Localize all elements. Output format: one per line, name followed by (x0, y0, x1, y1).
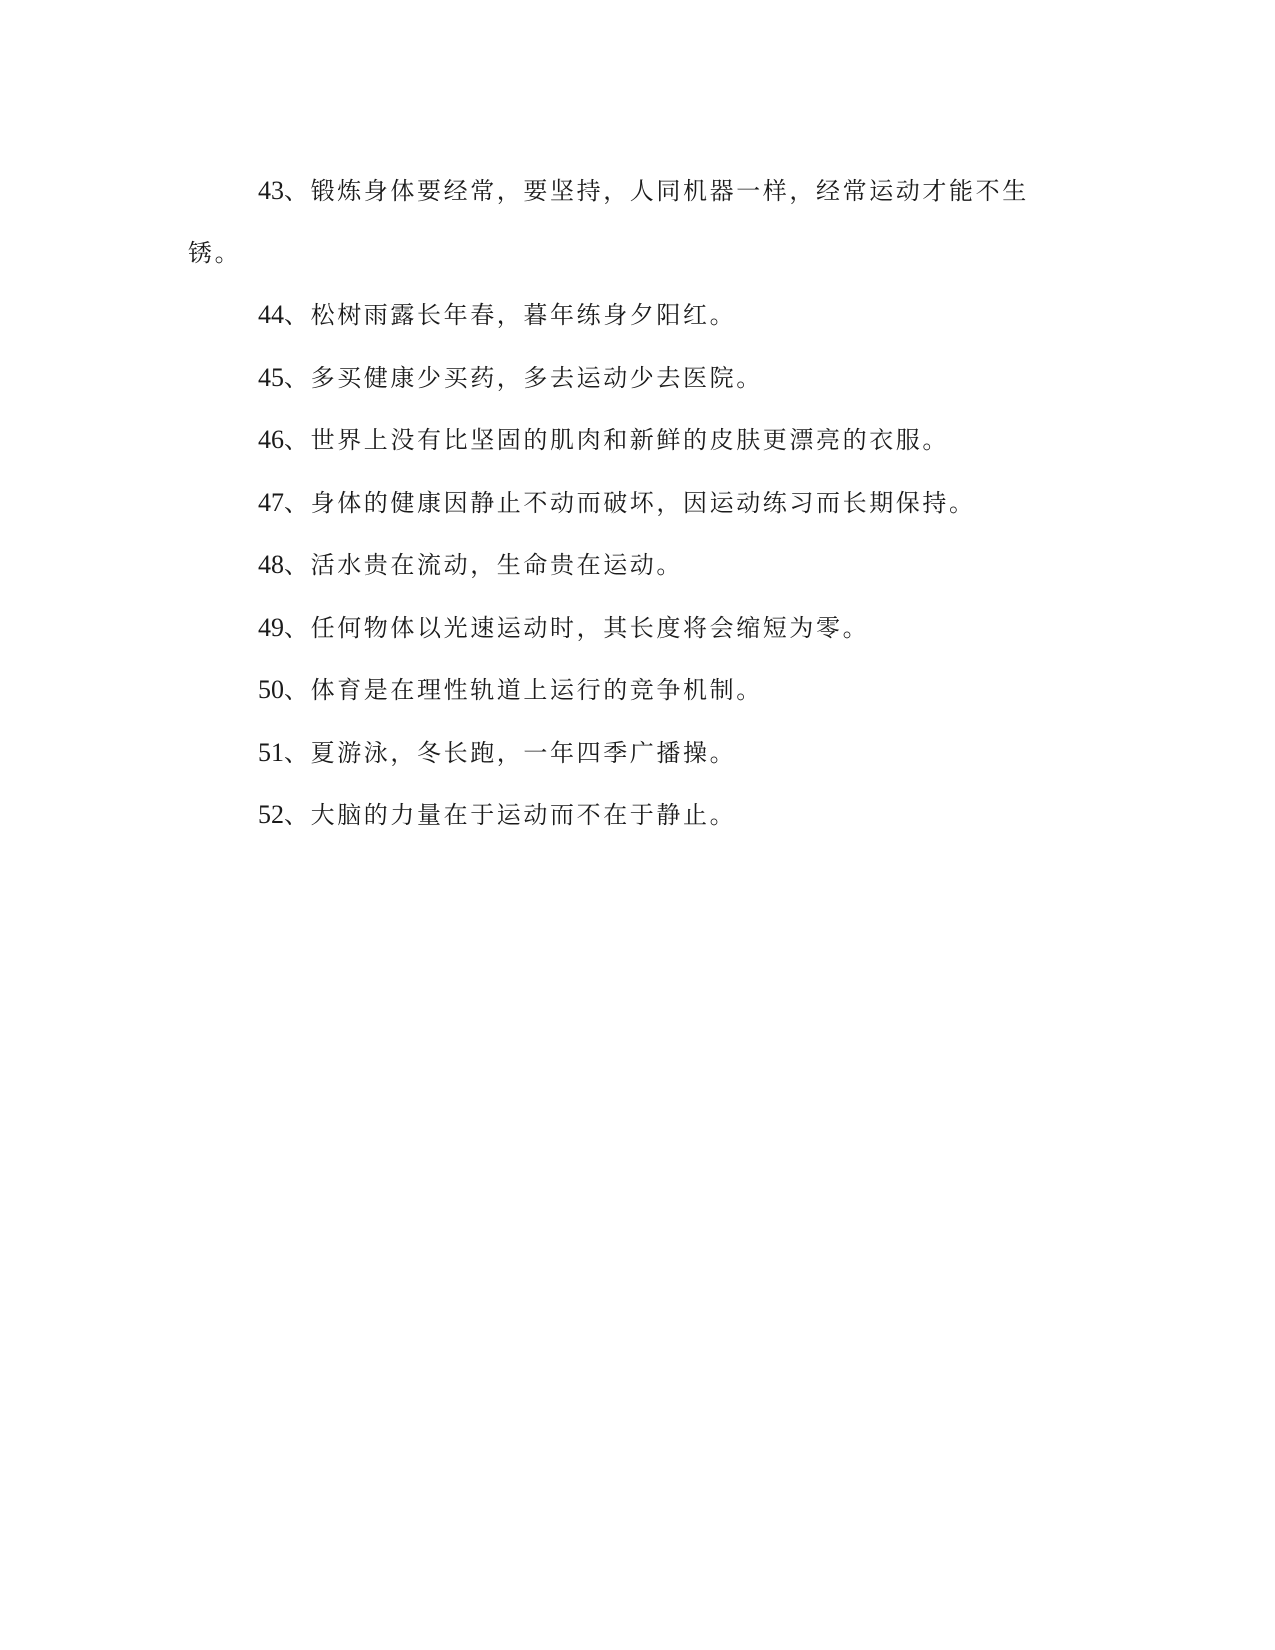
item-number: 52 (258, 800, 284, 829)
item-text: 、松树雨露长年春，暮年练身夕阳红。 (284, 301, 737, 329)
item-number: 51 (258, 737, 284, 767)
quote-list (188, 160, 1076, 847)
list-item (188, 534, 1076, 597)
item-text: 、活水贵在流动，生命贵在运动。 (284, 551, 683, 579)
item-text: 、任何物体以光速运动时，其长度将会缩短为零。 (284, 613, 870, 642)
item-text: 、夏游泳，冬长跑，一年四季广播操。 (284, 738, 737, 767)
list-item (188, 284, 1076, 347)
item-text: 、身体的健康因静止不动而破坏，因运动练习而长期保持。 (284, 488, 976, 517)
item-number: 48 (258, 550, 284, 579)
item-text: 、大脑的力量在于运动而不在于静止。 (284, 801, 737, 829)
item-number: 46 (258, 425, 284, 454)
list-item (188, 160, 1076, 284)
item-text: 、体育是在理性轨道上运行的竞争机制。 (284, 676, 763, 704)
item-text: 、锻炼身体要经常，要坚持，人同机器一样，经常运动才能不生锈。 (188, 177, 1029, 267)
list-item (188, 722, 1076, 785)
list-item (188, 472, 1076, 535)
list-item (188, 597, 1076, 660)
item-text: 、多买健康少买药，多去运动少去医院。 (284, 363, 763, 392)
item-number: 44 (258, 300, 284, 329)
item-number: 43 (258, 176, 284, 205)
item-text: 、世界上没有比坚固的肌肉和新鲜的皮肤更漂亮的衣服。 (284, 426, 949, 454)
item-number: 49 (258, 612, 284, 642)
list-item (188, 659, 1076, 722)
item-number: 50 (258, 675, 284, 704)
item-number: 45 (258, 362, 284, 392)
list-item (188, 784, 1076, 847)
list-item (188, 347, 1076, 410)
item-number: 47 (258, 487, 284, 517)
list-item (188, 409, 1076, 472)
